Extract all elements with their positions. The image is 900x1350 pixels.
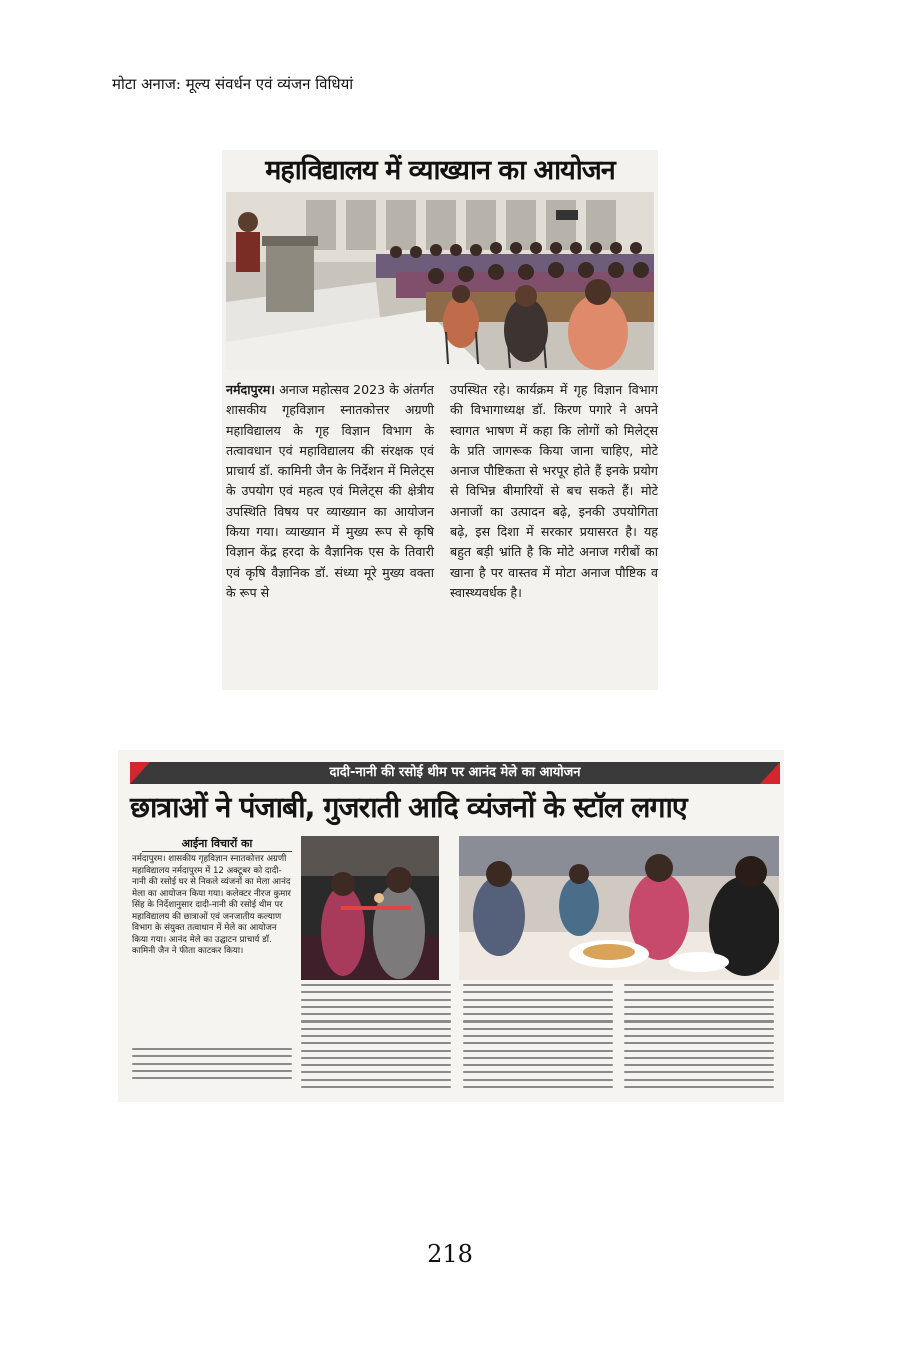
lecture-hall-photo <box>226 192 654 370</box>
clipping-headline: महाविद्यालय में व्याख्यान का आयोजन <box>265 155 615 186</box>
small-print-column <box>132 1048 292 1084</box>
food-stall-photo <box>459 836 779 980</box>
small-print-column <box>624 984 774 1093</box>
byline: आईना विचारों का <box>181 837 253 850</box>
clipping-headline: छात्राओं ने पंजाबी, गुजराती आदि व्यंजनों के स्टॉल लगाए <box>130 791 687 824</box>
lead-paragraph: नर्मदापुरम। शासकीय गृहविज्ञान स्नातकोत्तर अग्रणी महाविद्यालय नर्मदापुरम में 12 अक्टूबर को दादी-नानी की रसोई घर से निकले व्यंजनों का मेला आनंद मेला का आयोजन किया गया। कलेक्टर नीरज कुमार सिंह के निर्देशानुसार दादी-नानी की रसोई थीम पर महाविद्यालय की छात्राओं एवं जनजातीय कल्याण विभाग के संयुक्त तत्वाधान में मेले का आयोजन किया गया। आनंद मेले का उद्घाटन प्राचार्य डॉ. कामिनी जैन ने फीता काटकर किया। <box>132 854 291 956</box>
newspaper-clipping-lecture <box>222 150 658 690</box>
page-number: 218 <box>427 1240 473 1268</box>
newspaper-clipping-fair <box>118 750 784 1102</box>
running-header: मोटा अनाज: मूल्य संवर्धन एवं व्यंजन विधियां <box>112 75 354 93</box>
dateline: नर्मदापुरम। <box>226 382 276 397</box>
small-print-column <box>463 984 613 1093</box>
article-column-2: उपस्थित रहे। कार्यक्रम में गृह विज्ञान विभाग की विभागाध्यक्ष डॉ. किरण पगारे ने अपने स्वागत भाषण में कहा कि लोगों को मिलेट्स के प्रति जागरूक किया जाना चाहिए, मोटे अनाज पौष्टिकता से भरपूर होते हैं इनके प्रयोग से विभिन्न बीमारियों से बच सकते हैं। मोटे अनाजों का उत्पादन बढ़े, इनकी उपयोगिता बढ़े, इस दिशा में सरकार प्रयासरत है। यह बहुत बड़ी भ्रांति है कि मोटे अनाज गरीबों का खाना है पर वास्तव में मोटा अनाज पौष्टिक व स्वास्थ्यवर्धक है। <box>450 382 658 600</box>
ribbon-cutting-photo <box>301 836 439 980</box>
article-column-1 <box>226 380 434 603</box>
article-text: अनाज महोत्सव 2023 के अंतर्गत शासकीय गृहविज्ञान स्नातकोत्तर अग्रणी महाविद्यालय के गृह विज्ञान विभाग के तत्वावधान एवं महाविद्यालय की संरक्षक एवं प्राचार्य डॉ. कामिनी जैन के निर्देशन में मिलेट्स के उपयोग एवं महत्व एवं मिलेट्स की क्षेत्रीय उपस्थिति विषय पर व्याख्यान का आयोजन किया गया। व्याख्यान में मुख्य रूप से कृषि विज्ञान केंद्र हरदा के वैज्ञानिक एस के तिवारी एवं कृषि वैज्ञानिक डॉ. संध्या मूरे मुख्य वक्ता के रूप से <box>226 382 434 600</box>
kicker-text: दादी-नानी की रसोई थीम पर आनंद मेले का आयोजन <box>329 765 581 780</box>
small-print-column <box>301 984 451 1093</box>
byline-rule <box>142 851 292 852</box>
